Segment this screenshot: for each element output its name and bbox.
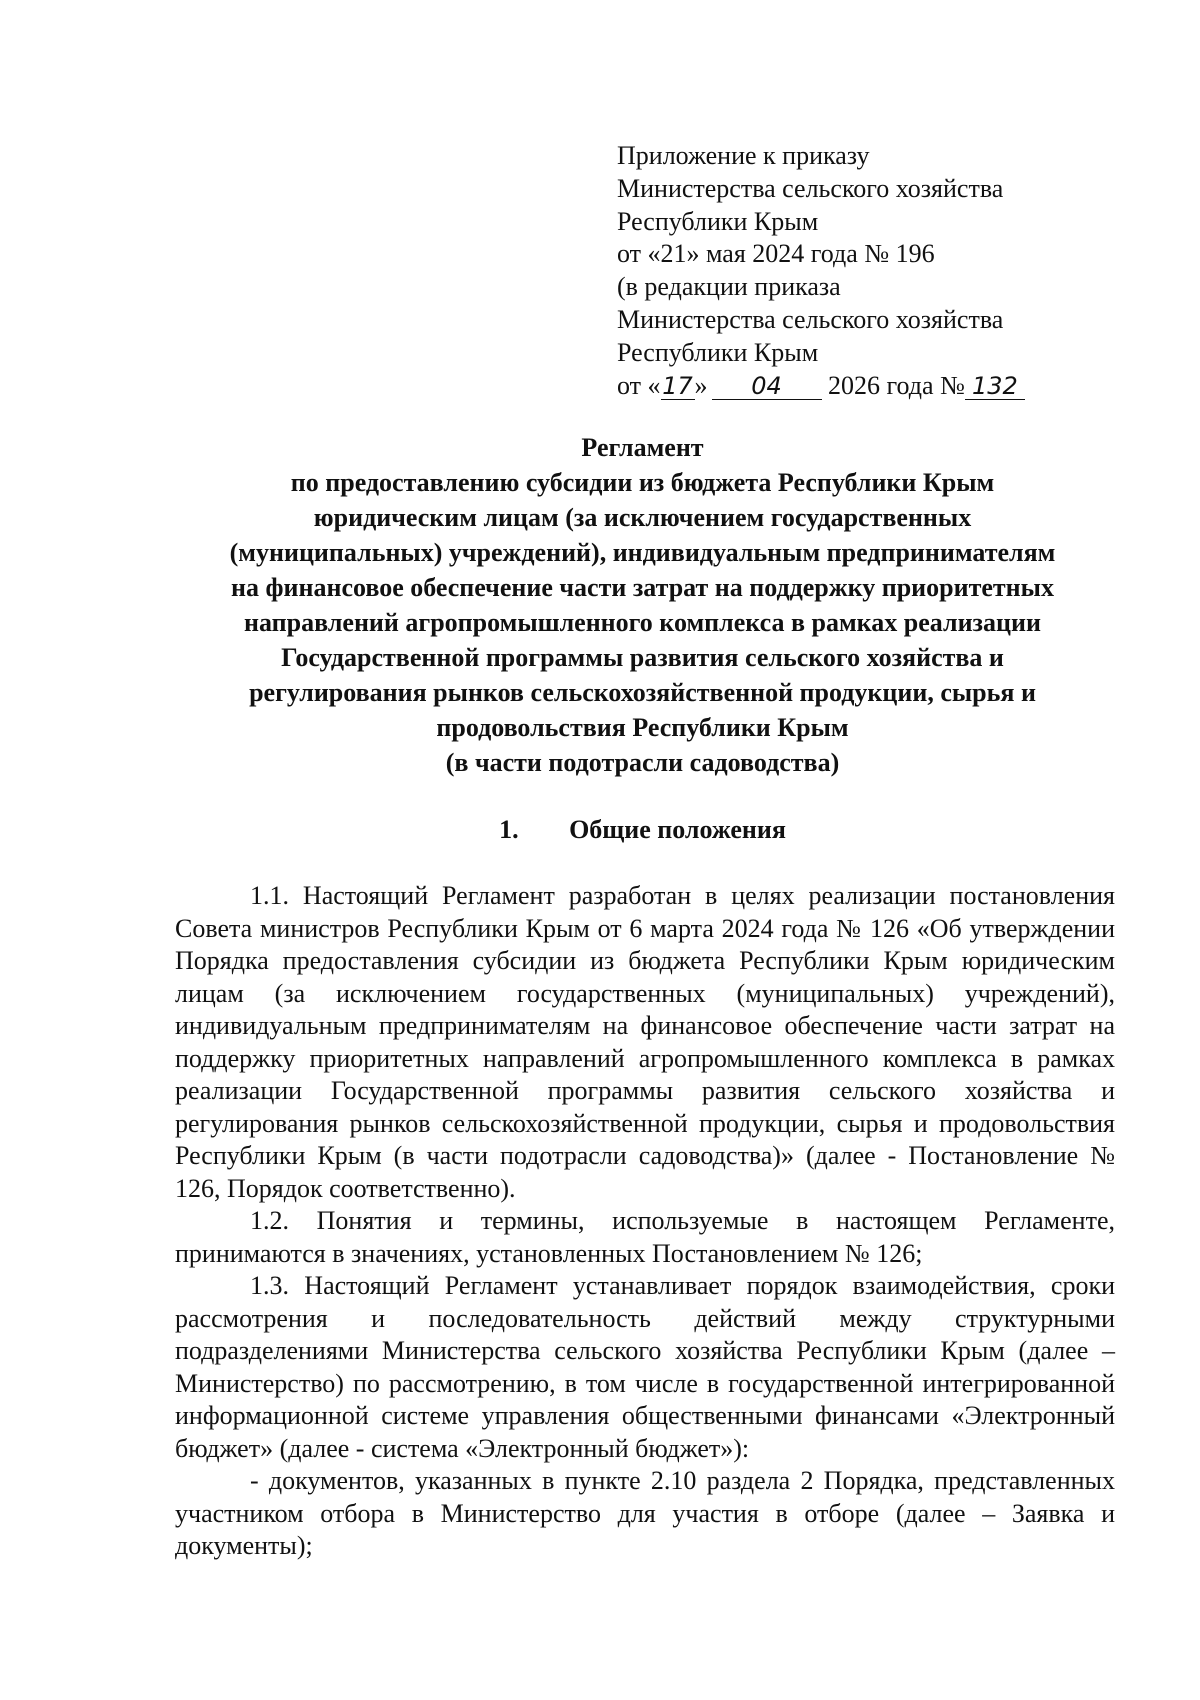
title-line: по предоставлению субсидии из бюджета Республики Крым: [290, 468, 995, 497]
amendment-date-line: [617, 370, 1137, 403]
handwritten-order-number: 132: [965, 373, 1025, 400]
paragraph-1-2: 1.2. Понятия и термины, используемые в настоящем Регламенте, принимаются в значениях, установленных Постановлением № 126;: [175, 1206, 1115, 1268]
handwritten-month: 04: [712, 373, 822, 400]
title-line: Государственной программы развития сельского хозяйства и: [281, 643, 1004, 672]
appendix-line: (в редакции приказа: [617, 272, 841, 302]
title-line: (муниципальных) учреждений), индивидуальным предпринимателям: [229, 538, 1056, 567]
title-line: регулирования рынков сельскохозяйственной продукции, сырья и: [249, 678, 1036, 707]
title-line: продовольствия Республики Крым: [436, 713, 849, 742]
date-prefix: от «: [617, 370, 661, 400]
appendix-line: Республики Крым: [617, 337, 819, 367]
title-line: на финансовое обеспечение части затрат на поддержку приоритетных: [231, 573, 1054, 602]
title-line: направлений агропромышленного комплекса в рамках реализации: [244, 608, 1041, 637]
appendix-line: Министерства сельского хозяйства: [617, 304, 1004, 334]
handwritten-day: 17: [662, 371, 693, 400]
title-line: Регламент: [581, 433, 704, 462]
appendix-line: Республики Крым: [617, 206, 819, 236]
paragraph-1-3: 1.3. Настоящий Регламент устанавливает порядок взаимодействия, сроки рассмотрения и последовательность действий между структурными подразделениями Министерства сельского хозяйства Республики Крым (далее – Министерство) по рассмотрению, в том числе в государственной интегрированной информационной системе управления общественными финансами «Электронный бюджет» (далее - система «Электронный бюджет»):: [175, 1271, 1115, 1463]
date-mid: »: [694, 370, 708, 400]
document-title: [170, 430, 1115, 780]
appendix-line: от «21» мая 2024 года № 196: [617, 239, 935, 269]
section-title: Общие положения: [569, 815, 786, 844]
title-line: юридическим лицам (за исключением государственных: [313, 503, 972, 532]
paragraph-1-1: 1.1. Настоящий Регламент разработан в целях реализации постановления Совета министров Республики Крым от 6 марта 2024 года № 126 «Об утверждении Порядка предоставления субсидии из бюджета Республики Крым юридическим лицам (за исключением государственных (муниципальных) учреждений), индивидуальным предпринимателям на финансовое обеспечение части затрат на поддержку приоритетных направлений агропромышленного комплекса в рамках реализации Государственной программы развития сельского хозяйства и регулирования рынков сельскохозяйственной продукции, сырья и продовольствия Республики Крым (в части подотрасли садоводства)» (далее - Постановление № 126, Порядок соответственно).: [175, 881, 1115, 1203]
date-year: 2026 года №: [828, 370, 965, 400]
paragraph-1-3-item: - документов, указанных в пункте 2.10 раздела 2 Порядка, представленных участником отбора в Министерство для участия в отборе (далее – Заявка и документы);: [175, 1466, 1115, 1560]
appendix-line: Приложение к приказу: [617, 141, 870, 170]
appendix-header: [617, 140, 1137, 402]
body-text: [175, 880, 1115, 1563]
title-line: (в части подотрасли садоводства): [445, 748, 840, 777]
appendix-line: Министерства сельского хозяйства: [617, 173, 1004, 203]
section-heading: [170, 815, 1115, 845]
section-number: 1.: [499, 815, 519, 844]
